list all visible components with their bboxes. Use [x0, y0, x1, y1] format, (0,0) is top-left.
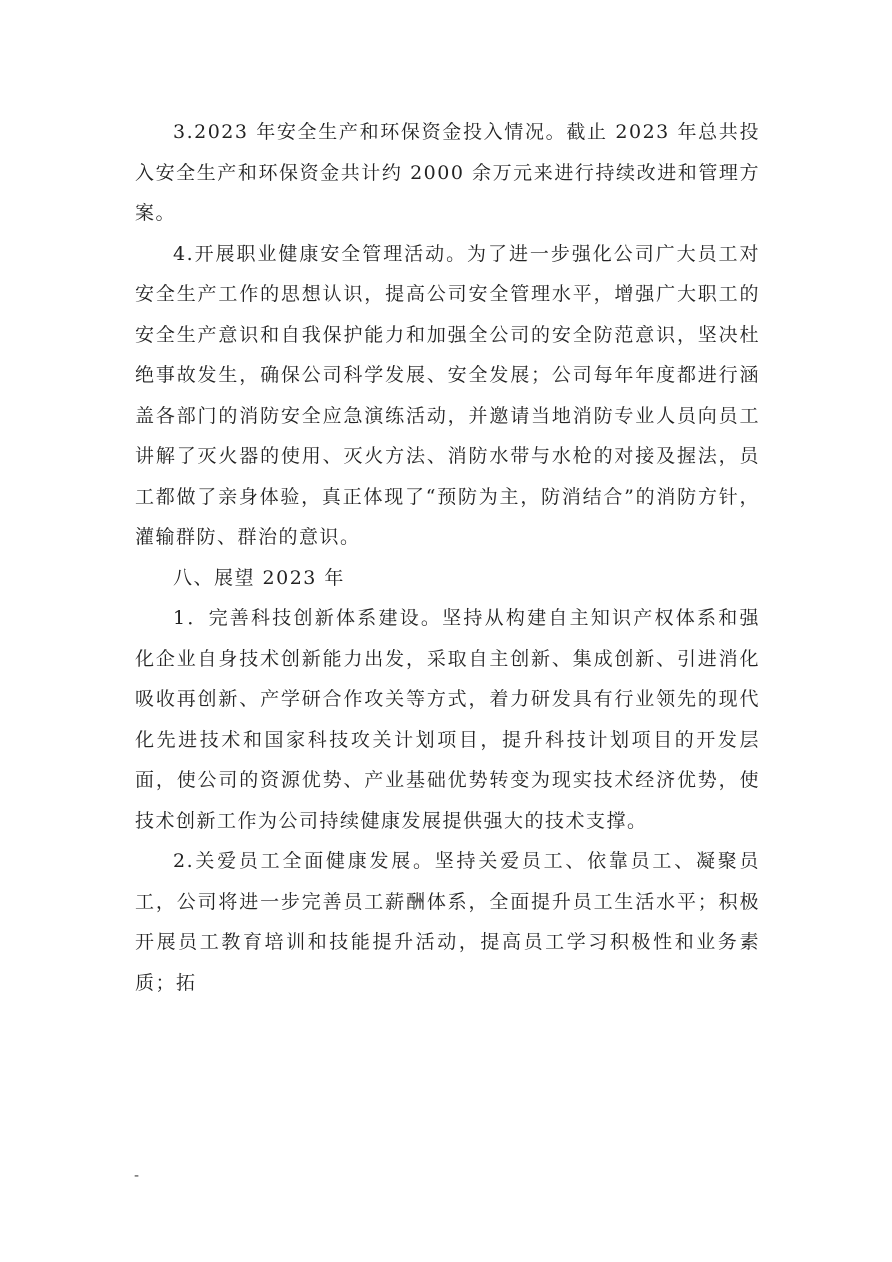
page-footer-mark: -: [134, 1168, 140, 1184]
paragraph-safety-investment: 3.2023 年安全生产和环保资金投入情况。截止 2023 年总共投入安全生产和环保资金共计约 2000 余万元来进行持续改进和管理方案。: [135, 121, 760, 224]
paragraph-occupational-health: 4.开展职业健康安全管理活动。为了进一步强化公司广大员工对安全生产工作的思想认识，提高公司安全管理水平，增强广大职工的安全生产意识和自我保护能力和加强全公司的安全防范意识，坚决杜绝事故发生，确保公司科学发展、安全发展；公司每年年度都进行涵盖各部门的消防安全应急演练活动，并邀请当地消防专业人员向员工讲解了灭火器的使用、灭火方法、消防水带与水枪的对接及握法，员工都做了亲身体验，真正体现了“预防为主，防消结合”的消防方针，灌输群防、群治的意识。: [135, 242, 760, 548]
section-heading-outlook: 八、展望 2023 年: [173, 566, 345, 589]
document-body: [135, 112, 760, 1003]
paragraph-employee-care: 2.关爱员工全面健康发展。坚持关爱员工、依靠员工、凝聚员工，公司将进一步完善员工薪酬体系，全面提升员工生活水平；积极开展员工教育培训和技能提升活动，提高员工学习积极性和业务素质；拓: [135, 850, 760, 994]
paragraph-tech-innovation: 1．完善科技创新体系建设。坚持从构建自主知识产权体系和强化企业自身技术创新能力出发，采取自主创新、集成创新、引进消化吸收再创新、产学研合作攻关等方式，着力研发具有行业领先的现代化先进技术和国家科技攻关计划项目，提升科技计划项目的开发层面，使公司的资源优势、产业基础优势转变为现实技术经济优势，使技术创新工作为公司持续健康发展提供强大的技术支撑。: [135, 607, 760, 832]
